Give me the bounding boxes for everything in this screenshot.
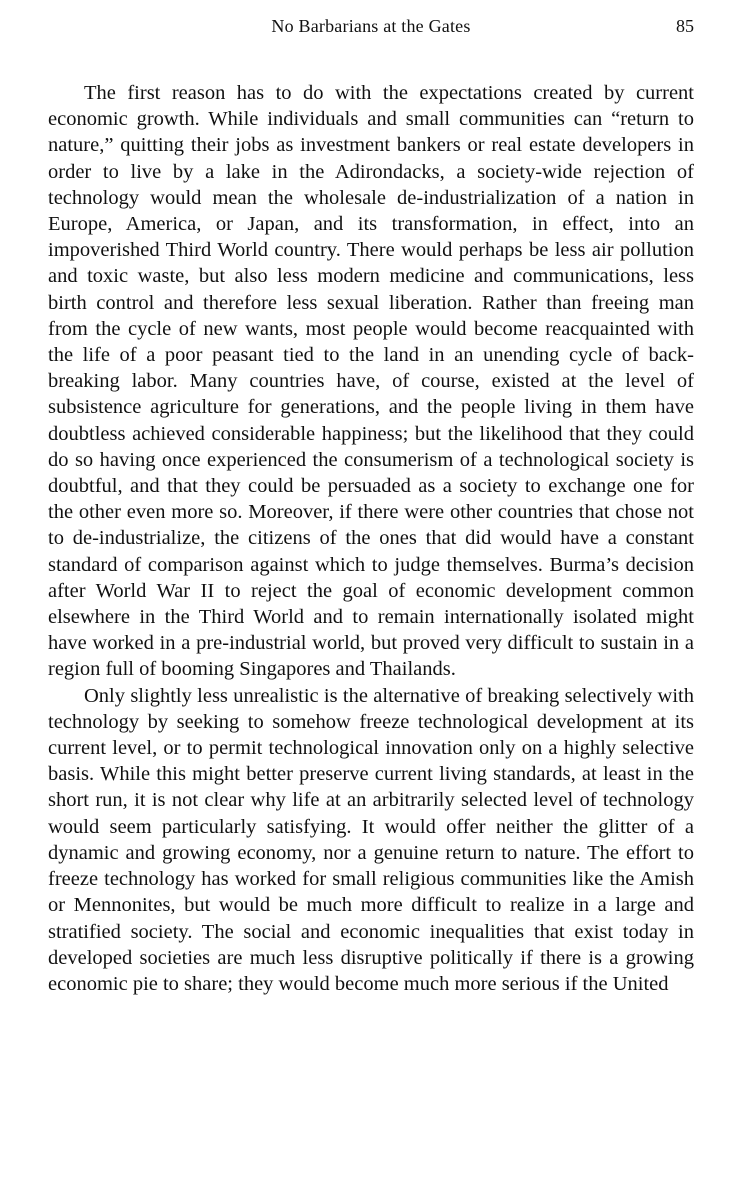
paragraph: The first reason has to do with the expectations created by current economic growth. While individuals and small communities can “return to nature,” quitting their jobs as investment bankers or real estate developers in order to live by a lake in the Adirondacks, a society-wide rejection of technology would mean the wholesale de-industrialization of a nation in Europe, America, or Japan, and its transformation, in effect, into an impoverished Third World country. There would perhaps be less air pollution and toxic waste, but also less modern medicine and communications, less birth control and therefore less sexual liberation. Rather than freeing man from the cycle of new wants, most people would become reacquainted with the life of a poor peasant tied to the land in an unending cycle of back-breaking labor. Many countries have, of course, existed at the level of subsistence agriculture for generations, and the people living in them have doubtless achieved considerable happiness; but the likelihood that they could do so having once experienced the consumerism of a technological society is doubtful, and that they could be persuaded as a society to exchange one for the other even more so. Moreover, if there were other countries that chose not to de-industrialize, the citizens of the ones that did would have a constant standard of comparison against which to judge themselves. Burma’s decision after World War II to reject the goal of economic development common elsewhere in the Third World and to remain internationally isolated might have worked in a pre-industrial world, but proved very difficult to sustain in a region full of booming Singapores and Thailands. [48,82,694,681]
body-text [48,80,694,997]
page-number: 85 [676,16,694,36]
running-head [48,12,694,40]
paragraph: Only slightly less unrealistic is the alternative of breaking selectively with technology by seeking to somehow freeze technological development at its current level, or to permit technological innovation only on a highly selective basis. While this might better preserve current living standards, at least in the short run, it is not clear why life at an arbitrarily selected level of technology would seem particularly satisfying. It would offer neither the glitter of a dynamic and growing economy, nor a genuine return to nature. The effort to freeze technology has worked for small religious communities like the Amish or Mennonites, but would be much more difficult to realize in a large and stratified society. The social and economic inequalities that exist today in developed societies are much less disruptive politically if there is a growing economic pie to share; they would become much more serious if the United [48,684,694,995]
running-title: No Barbarians at the Gates [271,16,471,36]
